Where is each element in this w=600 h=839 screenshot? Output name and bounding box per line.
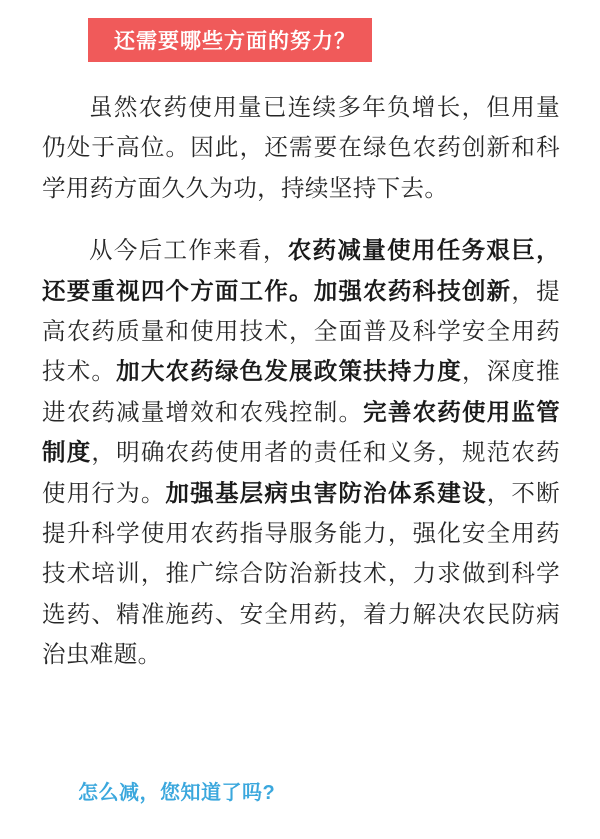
text-run: 从今后工作来看， <box>89 238 288 265</box>
article-body <box>0 88 600 676</box>
paragraph-1 <box>42 88 560 209</box>
text-run: ，深度推进农药减量增效和农残控制。 <box>42 359 560 426</box>
text-run: ，不断提升科学使用农药指导服务能力，强化安全用药技术培训，推广综合防治新技术，力求做到科学选药、精准施药、安全用药，着力解决农民防病治虫难题。 <box>42 480 561 669</box>
text-run: 农药减量使用任务艰巨，还要重视四个方面工作。加强农药科技创新 <box>42 238 561 305</box>
text-run: ，提高农药质量和使用技术，全面普及科学安全用药技术。 <box>42 278 560 386</box>
heading-label: 还需要哪些方面的努力？ <box>96 18 372 62</box>
text-run: 虽然农药使用量已连续多年负增长，但用量仍处于高位。因此，还需要在绿色农药创新和科学用药方面久久为功，持续坚持下去。 <box>42 95 560 202</box>
text-run: 完善农药使用监管制度 <box>42 399 561 467</box>
text-run: 加大农药绿色发展政策扶持力度 <box>116 359 462 386</box>
heading-accent-bar <box>88 18 96 62</box>
paragraph-2 <box>42 231 560 675</box>
text-run: 加强基层病虫害防治体系建设 <box>165 480 487 507</box>
section-heading <box>0 18 600 62</box>
footer-teaser: 怎么减，您知道了吗? <box>78 782 276 804</box>
article-page <box>0 18 600 839</box>
text-run: ，明确农药使用者的责任和义务，规范农药使用行为。 <box>42 440 560 507</box>
